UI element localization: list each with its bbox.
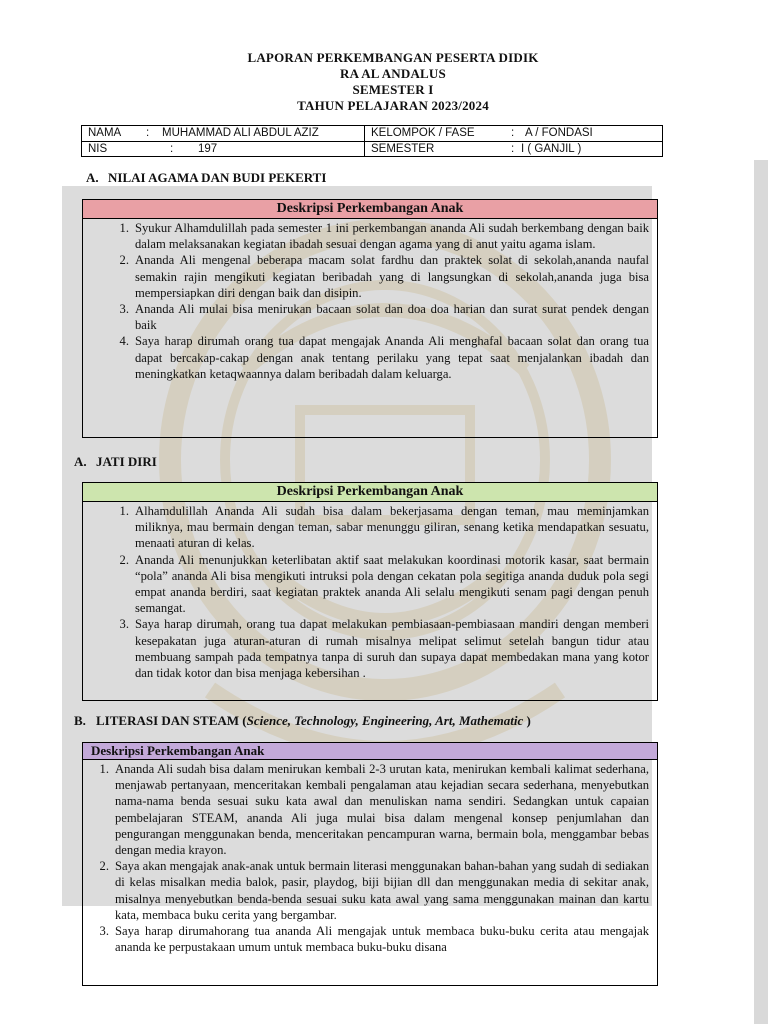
section-b-paren-open: (: [242, 713, 247, 728]
name-label: NAMA: [88, 127, 122, 139]
group-colon: :: [511, 127, 515, 139]
section-jati-diri-title: JATI DIRI: [96, 454, 157, 469]
semester-colon: :: [511, 143, 515, 155]
title-line-1: LAPORAN PERKEMBANGAN PESERTA DIDIK: [247, 50, 539, 65]
semester-value: I ( GANJIL ): [521, 143, 582, 155]
section-b-number: B.: [74, 713, 86, 728]
list-item: 1. Ananda Ali sudah bisa dalam menirukan kembali 2-3 urutan kata, menirukan kembali kalimat sederhana, menjawab pertanyaan, menceritakan kembali pengalaman atau kejadian secara sederhana, menyebutkan nama-nama benda sesuai suku kata awal dan menuliskan nama sendiri. Sedangkan untuk capaian pembelajaran STEAM, ananda Ali juga mulai bisa dalam mengenal konsep penjumlahan dan pengurangan menggunakan benda, menceritakan pencampuran warna, bermain bola, menggambar bebas dengan media krayon.: [99, 762, 649, 858]
list-item: 3. Ananda Ali mulai bisa menirukan bacaan solat dan doa doa harian dan surat surat pendek dengan baik: [119, 302, 649, 333]
section-b-box-title: Deskripsi Perkembangan Anak: [83, 743, 657, 760]
nis-value: 197: [198, 143, 218, 155]
section-a-number: A.: [86, 170, 99, 185]
section-b-subtitle: Science, Technology, Engineering, Art, Mathematic: [246, 713, 524, 728]
section-b-paren-close: ): [523, 713, 531, 728]
report-title: [0, 50, 768, 114]
list-item: 3. Saya harap dirumahorang tua ananda Ali mengajak untuk membaca buku-buku cerita atau mengajak ananda ke perpustakaan umum untuk membaca buku-buku disana: [99, 924, 649, 955]
list-item: 1. Alhamdulillah Ananda Ali sudah bisa dalam bekerjasama dengan teman, mau meminjamkan miliknya, mau bermain dengan teman, sabar menunggu giliran, senang ketika mendapatkan sesuatu, menaati aturan di kelas.: [119, 504, 649, 551]
identity-row-1: [82, 126, 662, 141]
section-jati-diri-box-title: Deskripsi Perkembangan Anak: [83, 483, 657, 502]
name-cell: [82, 126, 365, 141]
identity-row-2: [82, 141, 662, 157]
section-jati-diri-box: [82, 482, 658, 701]
section-b-list: [91, 761, 649, 955]
list-item: 2. Ananda Ali menunjukkan keterlibatan aktif saat melakukan koordinasi motorik kasar, saat bermain “pola” ananda Ali bisa mengikuti intruksi pola dengan cekatan pola segitiga ananda duduk pola segi empat ananda berdiri, saat kegiatan praktek ananda Ali selalu mengikuti senam pagi dengan penuh semangat.: [119, 552, 649, 616]
group-cell: [365, 126, 662, 141]
title-line-2: RA AL ANDALUS: [340, 66, 446, 81]
name-value: MUHAMMAD ALI ABDUL AZIZ: [162, 127, 319, 139]
section-jati-diri-number: A.: [74, 454, 87, 469]
list-item: 3. Saya harap dirumah, orang tua dapat melakukan pembiasaan-pembiasaan mandiri dengan memberi kesepakatan juga aturan-aturan di rumah misalnya melipat selimut setelah bangun tidur atau membuang sampah pada tempatnya tanpa di suruh dan supaya dapat membedakan mana yang kotor dan tidak kotor dan bisa menjaga kebersihan .: [119, 617, 649, 681]
list-item: 2. Ananda Ali mengenal beberapa macam solat fardhu dan praktek solat di sekolah,ananda naufal semakin rajin mengikuti kegiatan beribadah yang di langsungkan di sekolah,ananda juga bisa mempersiapkan diri dengan baik dan disipin.: [119, 253, 649, 300]
name-colon: :: [146, 127, 150, 139]
list-item: 4. Saya harap dirumah orang tua dapat mengajak Ananda Ali menghafal bacaan solat dan orang tua dapat bercakap-cakap dengan anak tentang perilaku yang tepat saat menjalankan ibadah dan meningkatkan ketaqwaannya dalam beribadah dalam keluarga.: [119, 334, 649, 381]
section-a-title: NILAI AGAMA DAN BUDI PEKERTI: [108, 170, 327, 185]
section-a-box-title: Deskripsi Perkembangan Anak: [83, 200, 657, 219]
nis-colon: :: [170, 143, 174, 155]
section-a-box: [82, 199, 658, 438]
list-item: 1. Syukur Alhamdulillah pada semester 1 ini perkembangan ananda Ali sudah berkembang dengan baik dalam melaksanakan kegiatan ibadah sesuai dengan agama yang di anut yaitu agama islam.: [119, 221, 649, 252]
section-b-title: LITERASI DAN STEAM: [96, 713, 240, 728]
section-b-box: [82, 742, 658, 986]
title-line-4: TAHUN PELAJARAN 2023/2024: [297, 98, 489, 113]
semester-label: SEMESTER: [371, 143, 435, 155]
list-item: 2. Saya akan mengajak anak-anak untuk bermain literasi menggunakan bahan-bahan yang sudah di sediakan di kelas misalkan media balok, pasir, playdog, biji bijian dll dan menggunakan media di sekitar anak, misalnya menyebutkan benda-benda sesuai suku kata awal yang sama menggunakan mainan dan kartu kata, membaca buku cerita yang bergambar.: [99, 859, 649, 922]
student-identity-table: [81, 125, 663, 157]
title-line-3: SEMESTER I: [352, 82, 434, 97]
group-label: KELOMPOK / FASE: [371, 127, 475, 139]
group-value: A / FONDASI: [525, 127, 593, 139]
section-jati-diri-list: [111, 503, 649, 681]
section-a-list: [111, 220, 649, 382]
semester-cell: [365, 142, 662, 157]
nis-label: NIS: [88, 143, 108, 155]
section-a-heading: [86, 170, 326, 186]
nis-cell: [82, 142, 365, 157]
section-b-heading: [74, 713, 531, 729]
section-jati-diri-heading: [74, 454, 157, 470]
